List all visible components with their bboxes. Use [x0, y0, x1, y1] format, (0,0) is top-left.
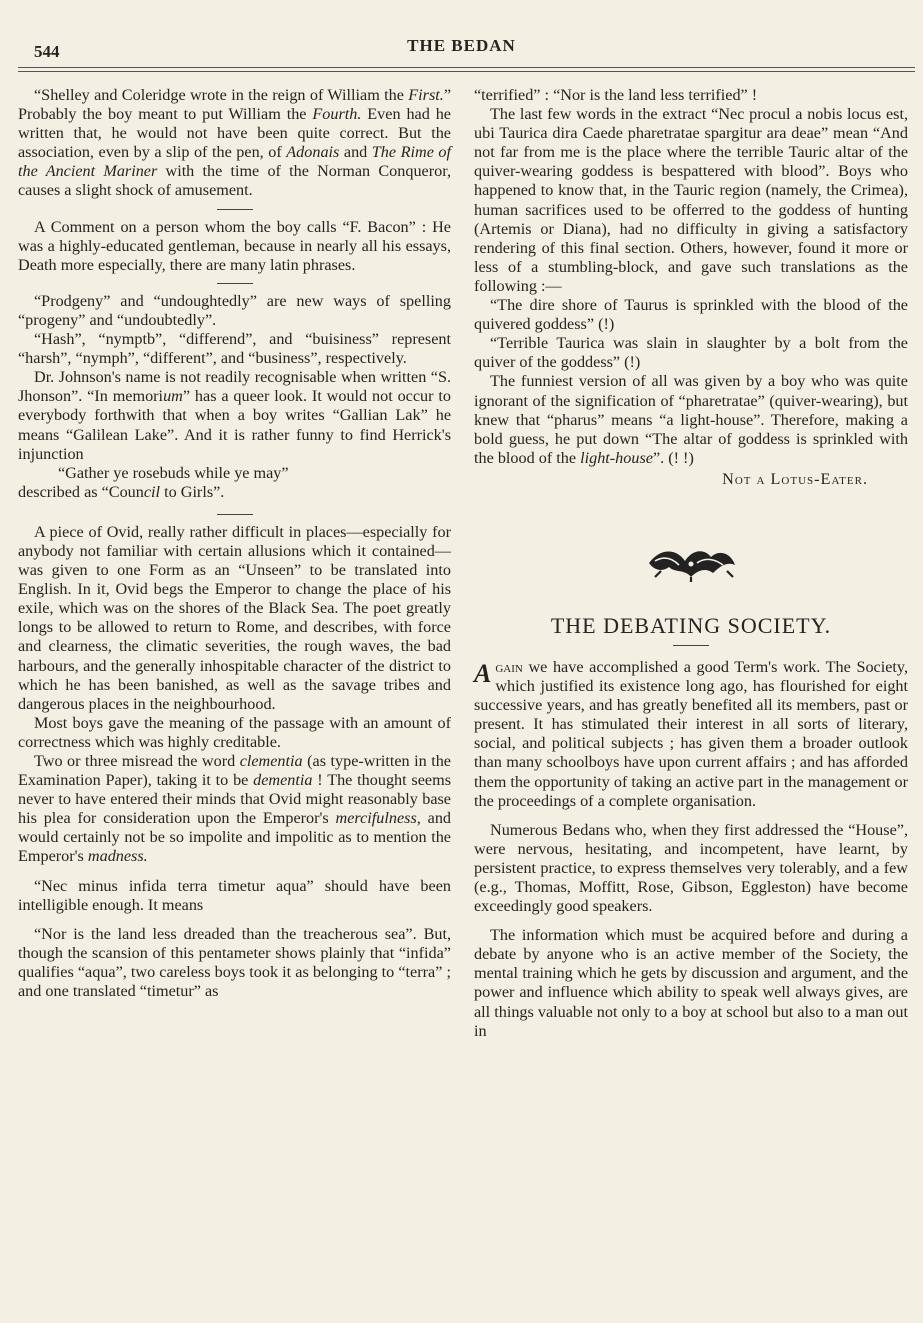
right-column: [474, 86, 908, 1041]
paragraph: “Prodgeny” and “undoughtedly” are new ways of spelling “progeny” and “undoubtedly”.: [18, 291, 451, 329]
paragraph: Most boys gave the meaning of the passage with an amount of correctness which was highly creditable.: [18, 713, 451, 751]
paragraph: “The dire shore of Taurus is sprinkled with the blood of the quivered goddess” (!): [474, 296, 908, 334]
page-number: 544: [34, 42, 60, 61]
paragraph: Again we have accomplished a good Term's work. The Society, which justified its existence long ago, has flourished for eight successive years, and has greatly benefited all its members, past or present. It has stimulated their interest in all sorts of literary, social, and political subjects ; has given them a broader outlook than many schoolboys have upon current affairs ; and has afforded them the opportunity of taking an active part in the management or the proceedings of a complete organisation.: [474, 657, 908, 810]
section-separator: [217, 514, 253, 515]
floral-ornament-icon: [641, 537, 741, 583]
quotation: “Gather ye rosebuds while ye may”: [58, 463, 289, 482]
drop-cap: A: [474, 658, 492, 688]
paragraph: “Nec minus infida terra timetur aqua” should have been intelligible enough. It means: [18, 876, 451, 914]
section-title: THE DEBATING SOCIETY.: [550, 612, 832, 638]
title-rule: [673, 645, 709, 646]
paragraph: described as “Council to Girls”.: [18, 482, 225, 501]
header-rule-top: [18, 67, 915, 68]
paragraph: “Shelley and Coleridge wrote in the reign of William the First.” Probably the boy meant to put William the Fourth. Even had he written that, he would not have been quite correct. But the association, even by a slip of the pen, of Adonais and The Rime of the Ancient Mariner with the time of the Norman Conqueror, causes a slight shock of amusement.: [18, 86, 451, 200]
paragraph: “terrified” : “Nor is the land less terrified” !: [474, 86, 758, 104]
paragraph: The last few words in the extract “Nec procul a nobis locus est, ubi Taurica dira Caede pharetratae spargitur ara deae” mean “And not far from me is the place where the terrible Tauric altar of the quiver-wearing goddess is bespattered with blood”. Boys who happened to know that, in the Tauric region (namely, the Crimea), human sacrifices used to be offerred to the goddess of hunting (Artemis or Diana), had no difficulty in giving a satisfactory rendering of this final section. Others, however, found it more or less of a stumbling-block, and gave such translations as the following :—: [474, 105, 908, 295]
paragraph: A piece of Ovid, really rather difficult in places—especially for anybody not familiar with certain allusions which it contained—was given to one Form as an “Unseen” to be translated into English. In it, Ovid begs the Emperor to change the place of his exile, which was on the shores of the Black Sea. The poet greatly longs to be allowed to return to Rome, and describes, with force and clearness, the climatic severities, the rough waves, the bad harbours, and the generally inhospitable character of the district to which he has been banished, as well as the savage tribes and dangerous places in the neighbourhood.: [18, 522, 451, 713]
left-column: [18, 86, 451, 1001]
paragraph: Dr. Johnson's name is not readily recognisable when written “S. Jhonson”. “In memorium” has a queer look. It would not occur to everybody forthwith that when a boy writes “Gallian Lak” he means “Galilean Lake”. And it is rather funny to find Herrick's injunction: [18, 368, 451, 463]
paragraph: Two or three misread the word clementia (as type-written in the Examination Paper), taking it to be dementia ! The thought seems never to have entered their minds that Ovid might reasonably base his plea for consideration upon the Emperor's mercifulness, and would certainly not be so impolite and impolitic as to mention the Emperor's madness.: [18, 752, 452, 866]
author-signature: Not a Lotus-Eater.: [722, 469, 868, 488]
paragraph: “Nor is the land less dreaded than the treacherous sea”. But, though the scansion of this pentameter shows plainly that “infida” qualifies “aqua”, two careless boys took it as belonging to “terra” ; and one translated “timetur” as: [18, 924, 451, 1001]
running-title: THE BEDAN: [407, 36, 516, 55]
paragraph: The information which must be acquired before and during a debate by anyone who is an active member of the Society, the mental training which he gets by discussion and argument, and the power and influence which ability to speak well always gives, are all things valuable not only to a boy at school but also to a man out in: [474, 926, 908, 1040]
paragraph: “Hash”, “nymptb”, “differend”, and “buisiness” represent “harsh”, “nymph”, “different”, and “business”, respectively.: [18, 330, 451, 368]
paragraph: A Comment on a person whom the boy calls “F. Bacon” : He was a highly-educated gentleman, because in nearly all his essays, Death more especially, there are many latin phrases.: [18, 217, 451, 274]
paragraph: The funniest version of all was given by a boy who was quite ignorant of the signification of “pharetratae” (quiver-wearing), but knew that “pharus” means “a light-house”. Therefore, making a bold guess, he put down “The altar of goddess is sprinkled with the blood of the light-house”. (! !): [474, 372, 908, 467]
section-separator: [217, 209, 253, 210]
section-separator: [217, 283, 253, 284]
paragraph: Numerous Bedans who, when they first addressed the “House”, were nervous, hesitating, and incompetent, have learnt, by persistent practice, to express themselves very tolerably, and a few (e.g., Thomas, Moffitt, Rose, Gibson, Eggleston) have become exceedingly good speakers.: [474, 820, 908, 916]
paragraph: “Terrible Taurica was slain in slaughter by a bolt from the quiver of the goddess” (!): [474, 334, 908, 372]
header-rule-bottom: [18, 71, 915, 72]
